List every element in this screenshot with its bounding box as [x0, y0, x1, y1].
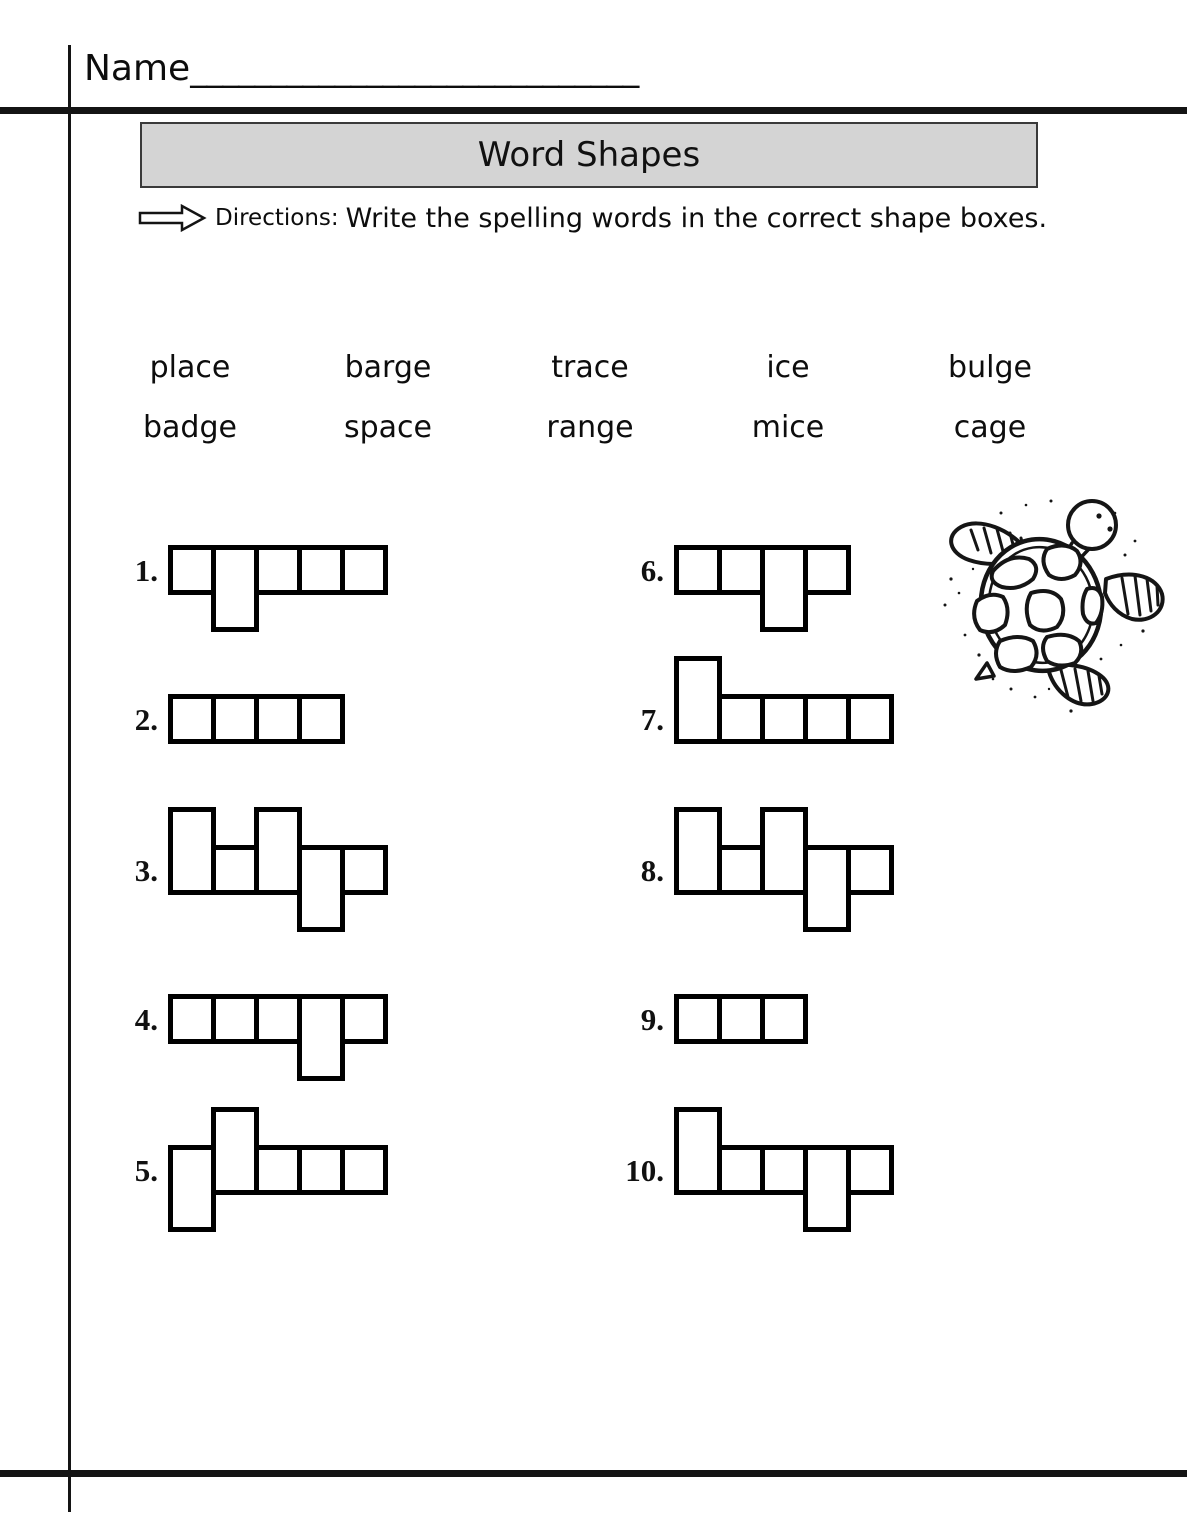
word-shape-cell-x[interactable]: [168, 694, 216, 744]
word-shape-cell-x[interactable]: [846, 1145, 894, 1195]
word-shape-cell-ascender[interactable]: [674, 1107, 722, 1195]
word-shape-cell-x[interactable]: [717, 845, 765, 895]
word-shape-cell-descender[interactable]: [760, 545, 808, 632]
word-shape-cell-x[interactable]: [717, 994, 765, 1044]
word-shape-cell-x[interactable]: [297, 694, 345, 744]
directions-label: Directions:: [215, 205, 339, 231]
header-divider-line: [0, 107, 1187, 114]
word-bank-word: barge: [344, 350, 432, 385]
word-shape-cell-x[interactable]: [297, 545, 345, 595]
arrow-right-icon: [138, 204, 208, 232]
word-shape-cell-x[interactable]: [168, 994, 216, 1044]
turtle-clipart: [928, 483, 1180, 718]
word-shape-cell-x[interactable]: [254, 1145, 302, 1195]
word-shape-cell-x[interactable]: [168, 545, 216, 595]
word-shape-cell-x[interactable]: [254, 545, 302, 595]
word-shape-cell-x[interactable]: [340, 1145, 388, 1195]
name-row: [84, 48, 638, 89]
title-bar: [140, 122, 1038, 188]
directions-row: [138, 200, 1047, 236]
word-shape-cell-descender[interactable]: [297, 845, 345, 932]
shape-number: 6.: [640, 553, 664, 588]
word-bank-word: space: [343, 410, 433, 445]
name-label: Name: [84, 48, 191, 89]
word-shape-cell-descender[interactable]: [211, 545, 259, 632]
word-shape-cell-descender[interactable]: [168, 1145, 216, 1232]
shape-number: 3.: [134, 853, 158, 888]
word-shape-cell-descender[interactable]: [297, 994, 345, 1081]
shape-number: 7.: [640, 702, 664, 737]
word-shape-cell-x[interactable]: [717, 545, 765, 595]
word-shape-cell-x[interactable]: [340, 845, 388, 895]
word-shape-cell-x[interactable]: [760, 1145, 808, 1195]
word-shape-cell-x[interactable]: [803, 694, 851, 744]
word-shape-cell-ascender[interactable]: [254, 807, 302, 895]
word-shape-cell-ascender[interactable]: [674, 807, 722, 895]
word-shape-cell-x[interactable]: [846, 694, 894, 744]
shape-number: 2.: [134, 702, 158, 737]
word-bank-word: cage: [953, 410, 1027, 445]
word-shape-cell-x[interactable]: [674, 545, 722, 595]
word-shape-cell-x[interactable]: [846, 845, 894, 895]
word-shape-cell-x[interactable]: [760, 694, 808, 744]
word-shape-cell-x[interactable]: [211, 994, 259, 1044]
word-shape-cell-x[interactable]: [717, 1145, 765, 1195]
word-shape-cell-ascender[interactable]: [760, 807, 808, 895]
shape-number: 8.: [640, 853, 664, 888]
word-shape-cell-x[interactable]: [340, 545, 388, 595]
word-shape-cell-ascender[interactable]: [674, 656, 722, 744]
shape-number: 10.: [625, 1153, 664, 1188]
word-shape-cell-ascender[interactable]: [168, 807, 216, 895]
word-shape-cell-x[interactable]: [254, 694, 302, 744]
word-shape-cell-x[interactable]: [254, 994, 302, 1044]
word-shape-cell-x[interactable]: [760, 994, 808, 1044]
word-shape-cell-ascender[interactable]: [211, 1107, 259, 1195]
word-shape-cell-x[interactable]: [211, 694, 259, 744]
footer-divider-line: [0, 1470, 1187, 1477]
left-margin-line: [68, 45, 71, 1512]
word-bank-word: trace: [551, 350, 629, 385]
word-shape-cell-x[interactable]: [297, 1145, 345, 1195]
word-shape-cell-x[interactable]: [340, 994, 388, 1044]
directions-text: Write the spelling words in the correct shape boxes.: [345, 202, 1048, 234]
word-shape-cell-x[interactable]: [803, 545, 851, 595]
shape-number: 5.: [134, 1153, 158, 1188]
shape-number: 9.: [640, 1002, 664, 1037]
word-shape-cell-x[interactable]: [211, 845, 259, 895]
word-shape-cell-descender[interactable]: [803, 845, 851, 932]
shape-number: 4.: [134, 1002, 158, 1037]
shape-number: 1.: [134, 553, 158, 588]
word-bank-word: range: [546, 410, 634, 445]
word-bank-word: ice: [766, 350, 810, 385]
word-shape-cell-x[interactable]: [674, 994, 722, 1044]
word-bank-word: bulge: [948, 350, 1032, 385]
page-title: Word Shapes: [477, 135, 701, 175]
word-bank-word: place: [149, 350, 231, 385]
word-shape-cell-x[interactable]: [717, 694, 765, 744]
word-shape-cell-descender[interactable]: [803, 1145, 851, 1232]
word-bank-word: mice: [751, 410, 825, 445]
word-bank-word: badge: [143, 410, 237, 445]
name-blank[interactable]: ____________________________: [190, 49, 639, 89]
